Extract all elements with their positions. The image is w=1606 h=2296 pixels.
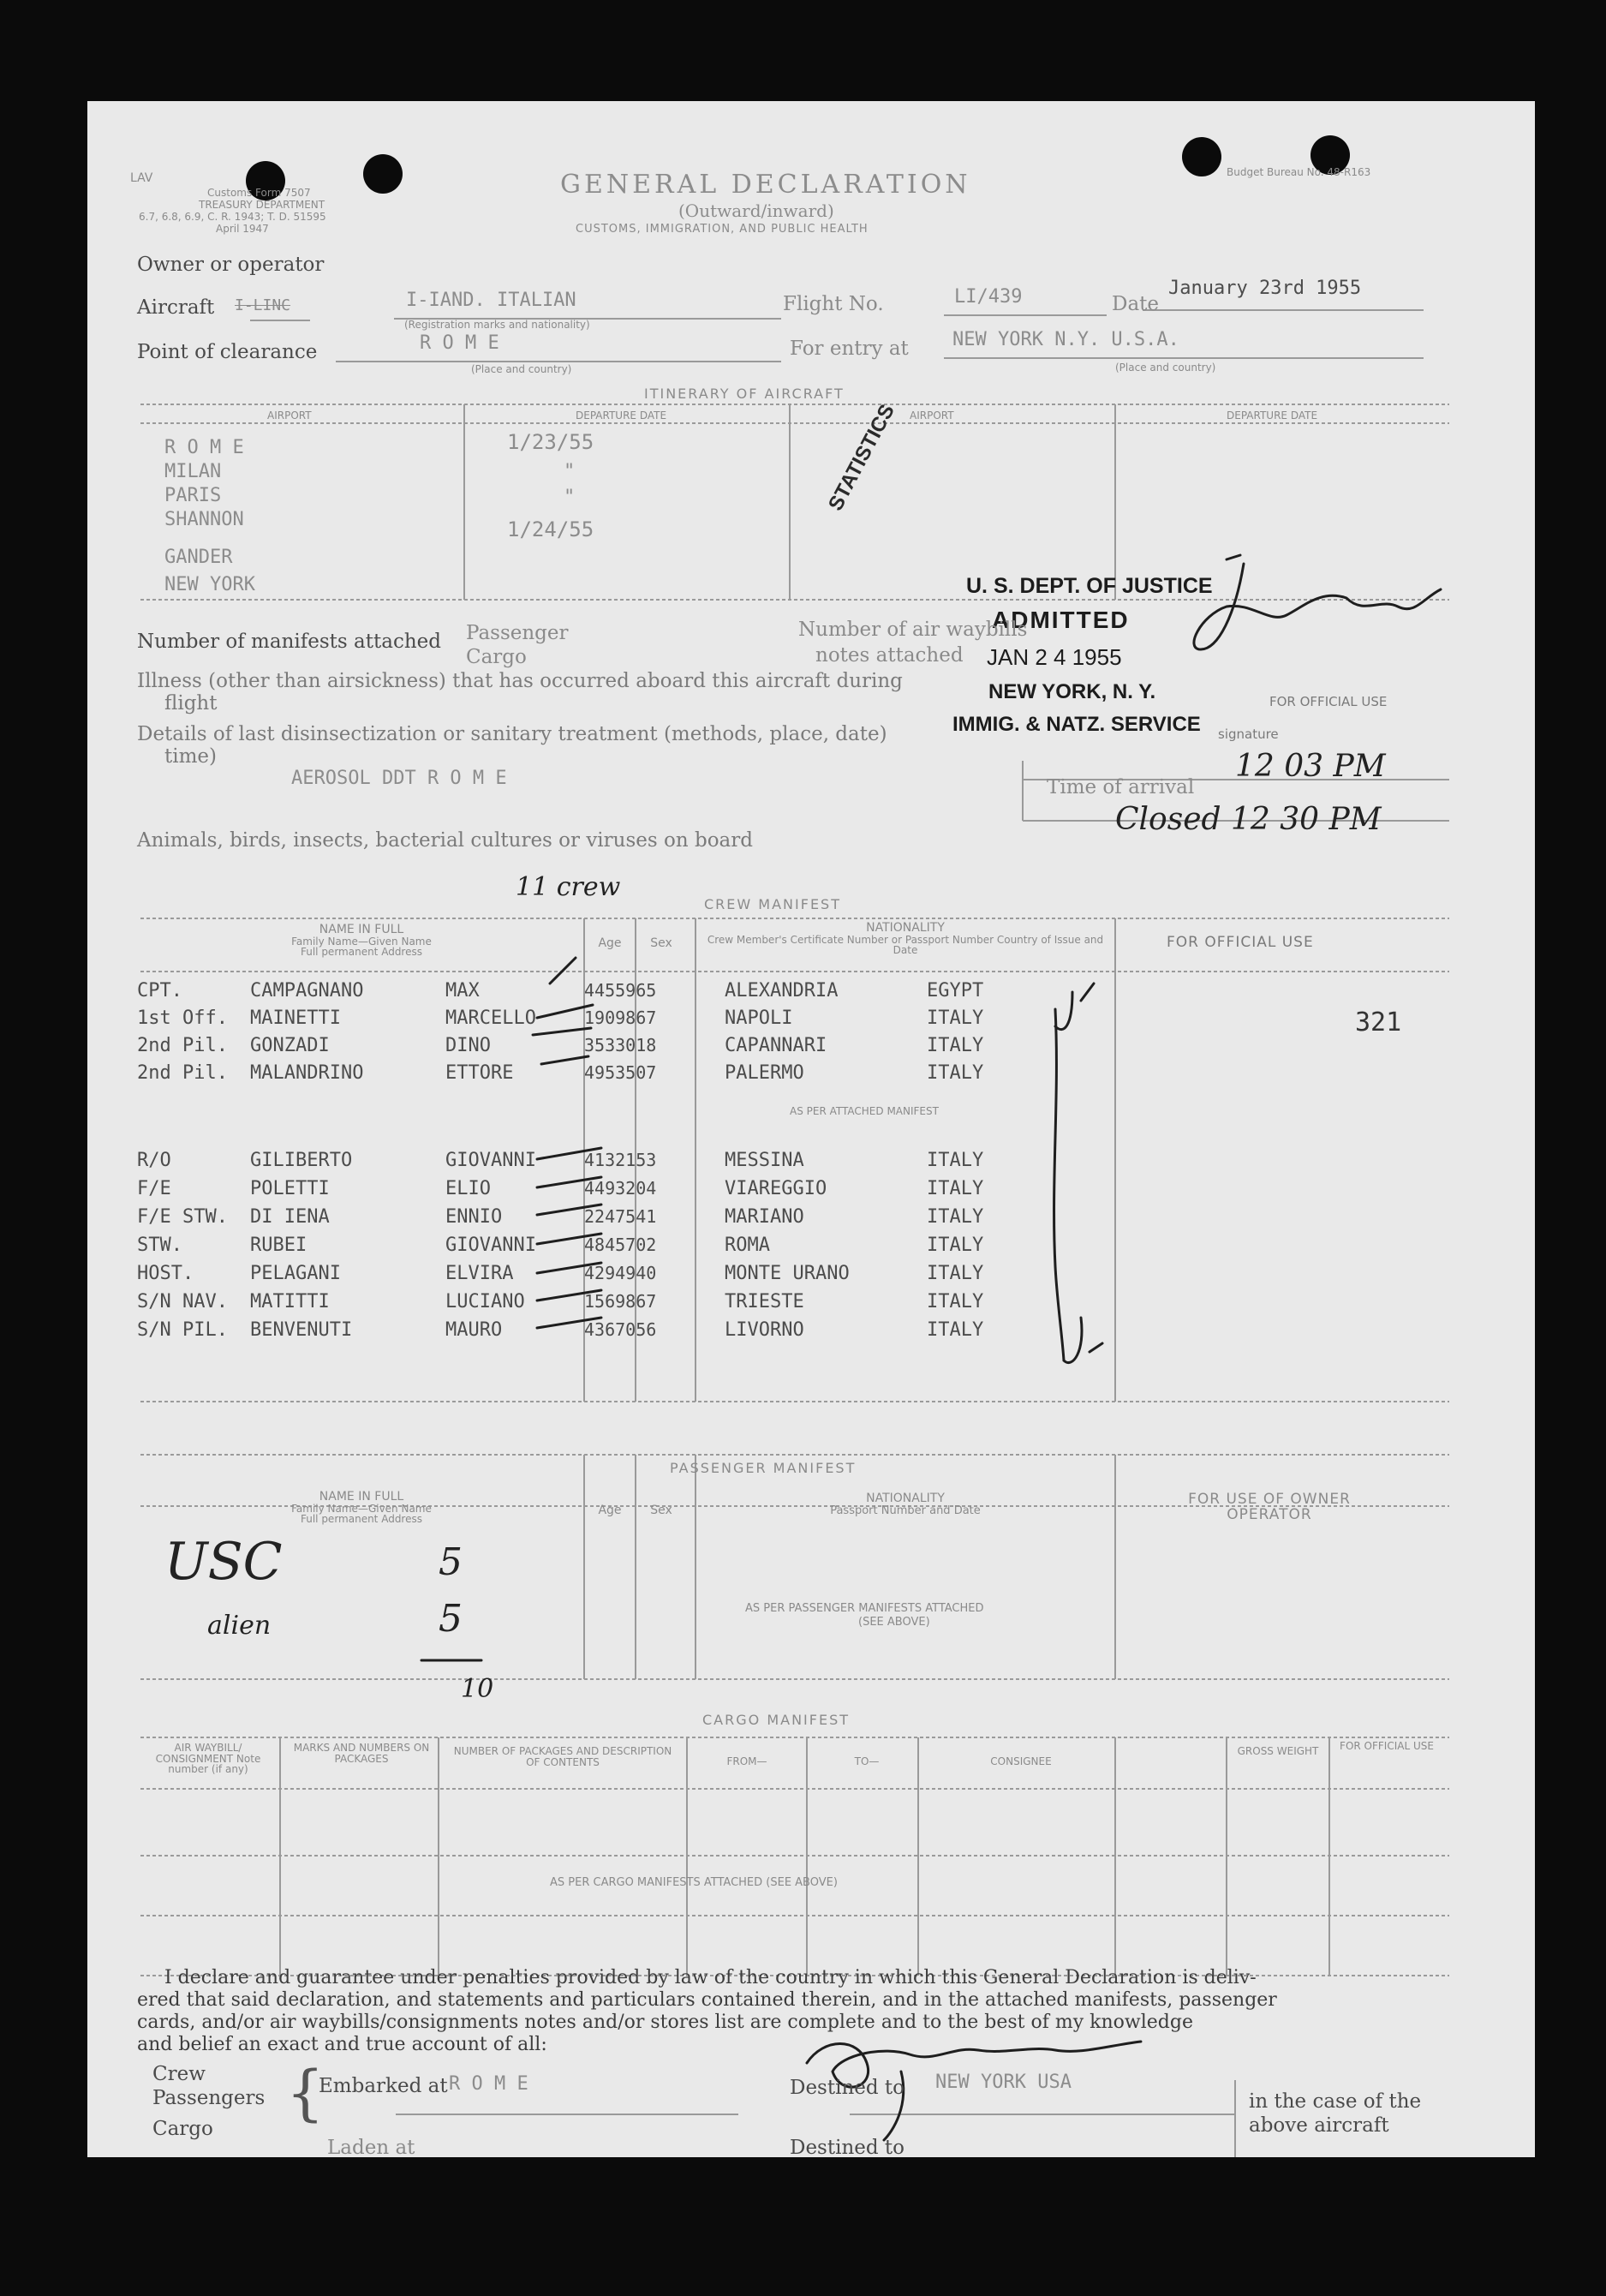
crew-family-name: BENVENUTI (250, 1319, 353, 1341)
crew-rank: S/N NAV. (137, 1291, 228, 1312)
cargo-header: MARKS AND NUMBERS ON PACKAGES (293, 1742, 430, 1765)
passenger-header-sex: Sex (650, 1504, 672, 1517)
passenger-hand-total: 10 (461, 1674, 494, 1704)
cargo-header: FROM— (726, 1755, 767, 1767)
aircraft-case-line: in the case of the (1249, 2090, 1422, 2113)
embarked-label: Embarked at (319, 2075, 448, 2097)
clearance-value: R O M E (420, 332, 499, 354)
form-ref-line: TREASURY DEPARTMENT (199, 199, 325, 211)
crew-given-name: DINO (445, 1035, 491, 1056)
crew-country: ITALY (927, 1035, 984, 1056)
passenger-header-nationality-title: NATIONALITY (866, 1492, 945, 1505)
crew-certificate-number: 2247541 (584, 1206, 657, 1227)
flight-label: Flight No. (783, 293, 884, 315)
crew-family-name: GILIBERTO (250, 1150, 353, 1171)
destined-label: Destined to (790, 2077, 905, 2099)
itinerary-airport: NEW YORK (164, 574, 255, 595)
crew-manifest-title: CREW MANIFEST (704, 896, 841, 912)
itinerary-header-date: DEPARTURE DATE (1227, 410, 1318, 422)
crew-city: MESSINA (725, 1150, 804, 1171)
notes-attached-label: notes attached (815, 644, 964, 667)
crew-family-name: MATITTI (250, 1291, 330, 1312)
crew-rank: 1st Off. (137, 1007, 228, 1029)
crew-rank: HOST. (137, 1263, 194, 1284)
entry-label: For entry at (790, 338, 909, 360)
itinerary-header-airport: AIRPORT (910, 410, 954, 422)
passenger-hand-label: alien (207, 1611, 272, 1641)
passenger-label: Passenger (466, 622, 569, 644)
crew-rank: STW. (137, 1235, 182, 1256)
crew-city: MARIANO (725, 1206, 804, 1228)
itinerary-airport: GANDER (164, 547, 233, 568)
manifests-label: Number of manifests attached (137, 631, 441, 653)
crew-rank: S/N PIL. (137, 1319, 228, 1341)
cargo-header: GROSS WEIGHT (1237, 1745, 1319, 1757)
stamp-line: U. S. DEPT. OF JUSTICE (966, 574, 1213, 598)
crew-rank: R/O (137, 1150, 171, 1171)
crew-certificate-number: 1909867 (584, 1007, 657, 1028)
declaration-cargo-label: Cargo (152, 2118, 213, 2140)
form-ref-line: Customs Form 7507 (207, 187, 311, 199)
crew-header-nationality (704, 922, 1107, 956)
crew-country: ITALY (927, 1178, 984, 1199)
form-ref-line: April 1947 (216, 223, 269, 235)
crew-country: ITALY (927, 1206, 984, 1228)
passenger-as-per-sub: (SEE ABOVE) (858, 1616, 930, 1629)
time-word: time) (164, 745, 217, 768)
declaration-line: and belief an exact and true account of all: (137, 2034, 547, 2055)
stamp-admitted: ADMITTED (992, 607, 1130, 633)
crew-family-name: RUBEI (250, 1235, 307, 1256)
entry-caption: (Place and country) (1115, 362, 1216, 374)
crew-rank: 2nd Pil. (137, 1062, 228, 1084)
disinsect-label: Details of last disinsectization or sanitary treatment (methods, place, date) (137, 723, 887, 745)
aircraft-case-line: above aircraft (1249, 2114, 1389, 2137)
passenger-header-name-title: NAME IN FULL (319, 1490, 404, 1504)
itinerary-header-date: DEPARTURE DATE (576, 410, 667, 422)
destined-value: NEW YORK USA (935, 2072, 1072, 2093)
crew-family-name: DI IENA (250, 1206, 330, 1228)
laden-label: Laden at (327, 2137, 415, 2157)
illness-label: Illness (other than airsickness) that has occurred aboard this aircraft during (137, 670, 903, 692)
stamp-line: NEW YORK, N. Y. (988, 680, 1156, 703)
crew-family-name: PELAGANI (250, 1263, 341, 1284)
form-corner-mark: LAV (130, 171, 153, 185)
arrival-value: 12 03 PM (1235, 749, 1386, 784)
crew-family-name: GONZADI (250, 1035, 330, 1056)
document-page (87, 101, 1535, 2157)
passenger-hand-value: 5 (439, 1540, 463, 1584)
embarked-value: R O M E (449, 2073, 528, 2095)
clearance-caption: (Place and country) (471, 363, 572, 375)
crew-city: VIAREGGIO (725, 1178, 827, 1199)
flight-value: LI/439 (954, 286, 1023, 308)
cargo-label: Cargo (466, 646, 527, 668)
crew-given-name: ENNIO (445, 1206, 503, 1228)
itinerary-airport: MILAN (164, 461, 222, 482)
crew-city: PALERMO (725, 1062, 804, 1084)
crew-given-name: ELVIRA (445, 1263, 514, 1284)
stamp-line: IMMIG. & NATZ. SERVICE (952, 713, 1201, 736)
crew-certificate-number: 4367056 (584, 1319, 657, 1340)
crew-given-name: LUCIANO (445, 1291, 525, 1312)
crew-given-name: ELIO (445, 1178, 491, 1199)
crew-header-nationality-title: NATIONALITY (866, 921, 945, 935)
crew-family-name: POLETTI (250, 1178, 330, 1199)
cargo-header: FOR OFFICIAL USE (1340, 1740, 1434, 1752)
crew-certificate-number: 4953507 (584, 1062, 657, 1083)
crew-certificate-number: 4455965 (584, 980, 657, 1001)
passenger-header-nationality-sub: Passport Number and Date (830, 1504, 981, 1517)
aircraft-prefix: I-LINC (235, 296, 291, 314)
official-use-label: FOR OFFICIAL USE (1269, 694, 1388, 709)
aircraft-caption: (Registration marks and nationality) (404, 319, 590, 331)
cargo-header: TO— (854, 1755, 880, 1767)
crew-header-name-sub: Full permanent Address (300, 946, 422, 959)
crew-official-number: 321 (1355, 1007, 1402, 1037)
itinerary-airport: R O M E (164, 437, 244, 458)
crew-as-per-note: AS PER ATTACHED MANIFEST (790, 1105, 939, 1117)
arrival-label: Time of arrival (1047, 776, 1195, 798)
statistics-stamp: STATISTICS (824, 400, 899, 515)
passenger-header-name-sub: Full permanent Address (300, 1513, 422, 1526)
stamp-date: JAN 2 4 1955 (987, 644, 1122, 670)
passenger-header-name (207, 1491, 516, 1525)
crew-city: ALEXANDRIA (725, 980, 839, 1002)
crew-country: EGYPT (927, 980, 984, 1002)
crew-header-name (207, 924, 516, 958)
air-waybills-label: Number of air waybills (798, 619, 1028, 641)
crew-rank: CPT. (137, 980, 182, 1002)
passenger-hand-value: 5 (439, 1597, 463, 1641)
itinerary-date: " (564, 461, 576, 482)
itinerary-airport: PARIS (164, 485, 222, 506)
declaration-brace: { (286, 2058, 325, 2128)
crew-country: ITALY (927, 1235, 984, 1256)
form-title: GENERAL DECLARATION (560, 170, 971, 200)
passenger-header-age: Age (598, 1504, 622, 1517)
owner-label: Owner or operator (137, 254, 325, 276)
crew-header-name-sub: Family Name—Given Name (291, 935, 432, 948)
passenger-manifest-title: PASSENGER MANIFEST (670, 1460, 857, 1476)
aircraft-value: I-IAND. ITALIAN (406, 290, 576, 311)
closed-value: Closed 12 30 PM (1115, 802, 1382, 837)
destined-label: Destined to (790, 2137, 905, 2157)
crew-family-name: CAMPAGNANO (250, 980, 364, 1002)
cargo-header: NUMBER OF PACKAGES AND DESCRIPTION OF CONTENTS (453, 1745, 672, 1768)
declaration-line: cards, and/or air waybills/consignments notes and/or stores list are complete and to the best of my knowledge (137, 2012, 1193, 2033)
crew-given-name: GIOVANNI (445, 1150, 536, 1171)
crew-family-name: MALANDRINO (250, 1062, 364, 1084)
form-subtitle-2: CUSTOMS, IMMIGRATION, AND PUBLIC HEALTH (576, 223, 869, 236)
cargo-manifest-title: CARGO MANIFEST (702, 1712, 850, 1728)
itinerary-date: " (564, 487, 576, 508)
cargo-note: AS PER CARGO MANIFESTS ATTACHED (SEE ABOVE) (550, 1876, 838, 1889)
crew-certificate-number: 4294940 (584, 1263, 657, 1283)
crew-city: TRIESTE (725, 1291, 804, 1312)
declaration-crew-label: Crew (152, 2063, 206, 2085)
itinerary-header-airport: AIRPORT (267, 410, 312, 422)
crew-rank: F/E (137, 1178, 171, 1199)
itinerary-title: ITINERARY OF AIRCRAFT (644, 386, 845, 402)
crew-given-name: ETTORE (445, 1062, 514, 1084)
itinerary-date: 1/23/55 (507, 430, 594, 454)
crew-handwritten-count: 11 crew (516, 872, 621, 902)
crew-given-name: GIOVANNI (445, 1235, 536, 1256)
clearance-label: Point of clearance (137, 341, 318, 363)
crew-header-nationality-sub: Crew Member's Certificate Number or Passport Number Country of Issue and Date (707, 933, 1104, 957)
crew-certificate-number: 3533018 (584, 1035, 657, 1055)
animals-label: Animals, birds, insects, bacterial cultures or viruses on board (137, 829, 753, 852)
date-label: Date (1112, 293, 1160, 315)
crew-given-name: MARCELLO (445, 1007, 536, 1029)
crew-country: ITALY (927, 1007, 984, 1029)
passenger-header-owner: FOR USE OF OWNER OPERATOR (1188, 1491, 1351, 1523)
declaration-line: I declare and guarantee under penalties provided by law of the country in which this General Declaration is deliv- (164, 1967, 1257, 1988)
passenger-hand-label: USC (164, 1532, 283, 1592)
crew-country: ITALY (927, 1319, 984, 1341)
itinerary-date: 1/24/55 (507, 517, 594, 541)
crew-country: ITALY (927, 1263, 984, 1284)
disinsect-value: AEROSOL DDT R O M E (291, 768, 507, 789)
crew-certificate-number: 4493204 (584, 1178, 657, 1199)
passenger-header-nationality (704, 1492, 1107, 1516)
crew-header-age: Age (598, 936, 622, 950)
crew-city: CAPANNARI (725, 1035, 827, 1056)
crew-certificate-number: 1569867 (584, 1291, 657, 1312)
crew-certificate-number: 4132153 (584, 1150, 657, 1170)
cargo-header: CONSIGNEE (990, 1755, 1052, 1767)
form-subtitle: (Outward/inward) (678, 200, 834, 221)
crew-city: ROMA (725, 1235, 770, 1256)
crew-header-name-title: NAME IN FULL (319, 923, 404, 936)
passenger-header-name-sub: Family Name—Given Name (291, 1502, 432, 1515)
form-ref-line: 6.7, 6.8, 6.9, C. R. 1943; T. D. 51595 (139, 211, 326, 223)
flight-word: flight (164, 692, 218, 715)
crew-certificate-number: 4845702 (584, 1235, 657, 1255)
cargo-header: AIR WAYBILL/ CONSIGNMENT Note number (if any) (155, 1742, 261, 1776)
declaration-passengers-label: Passengers (152, 2087, 266, 2109)
crew-city: NAPOLI (725, 1007, 793, 1029)
crew-country: ITALY (927, 1150, 984, 1171)
crew-city: MONTE URANO (725, 1263, 850, 1284)
passenger-as-per-note: AS PER PASSENGER MANIFESTS ATTACHED (745, 1602, 984, 1615)
itinerary-airport: SHANNON (164, 509, 244, 530)
entry-value: NEW YORK N.Y. U.S.A. (952, 329, 1179, 350)
crew-given-name: MAX (445, 980, 480, 1002)
crew-country: ITALY (927, 1062, 984, 1084)
crew-country: ITALY (927, 1291, 984, 1312)
crew-family-name: MAINETTI (250, 1007, 341, 1029)
crew-rank: F/E STW. (137, 1206, 228, 1228)
budget-ref: Budget Bureau No. 48-R163 (1227, 166, 1371, 178)
declaration-line: ered that said declaration, and statements and particulars contained therein, and in the attached manifests, passenger (137, 1989, 1277, 2011)
date-value: January 23rd 1955 (1168, 278, 1362, 299)
signature-label: signature (1218, 726, 1279, 742)
crew-rank: 2nd Pil. (137, 1035, 228, 1056)
aircraft-label: Aircraft (137, 296, 215, 319)
crew-city: LIVORNO (725, 1319, 804, 1341)
crew-header-sex: Sex (650, 936, 672, 950)
crew-given-name: MAURO (445, 1319, 503, 1341)
crew-header-official: FOR OFFICIAL USE (1167, 934, 1314, 951)
